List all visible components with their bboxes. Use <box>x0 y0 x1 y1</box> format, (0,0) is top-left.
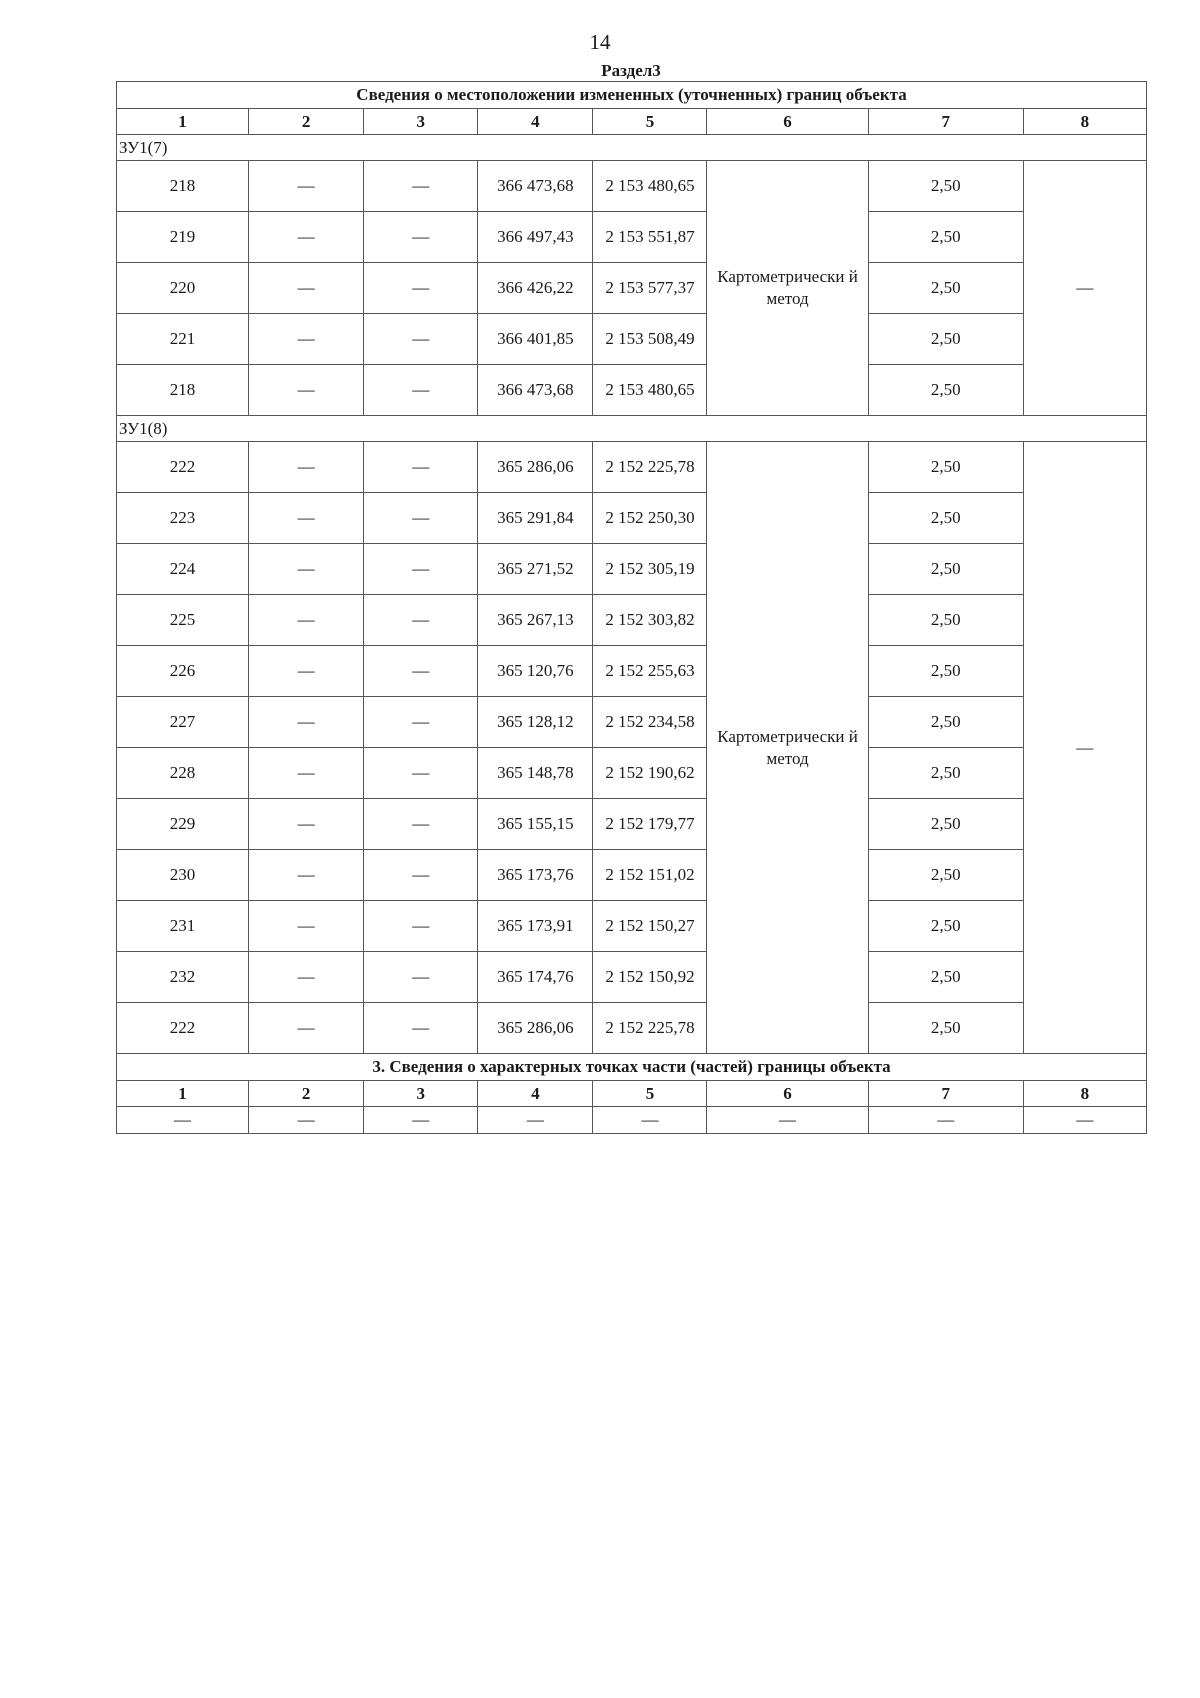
coord-y: 2 153 480,65 <box>593 365 707 416</box>
cell-col2: — <box>249 442 364 493</box>
coord-x: 365 174,76 <box>478 952 593 1003</box>
cell-col3: — <box>364 365 478 416</box>
section-label: Раздел3 <box>601 61 661 80</box>
coord-y: 2 152 190,62 <box>593 748 707 799</box>
cell-col3: — <box>364 748 478 799</box>
coord-x: 365 173,91 <box>478 901 593 952</box>
cell-col3: — <box>364 799 478 850</box>
coord-x: 366 473,68 <box>478 161 593 212</box>
coord-y: 2 152 305,19 <box>593 544 707 595</box>
cell-col2: — <box>249 850 364 901</box>
method-cell: Картометрически й метод <box>707 161 868 416</box>
table-row <box>117 493 1147 544</box>
point-number: 231 <box>117 901 249 952</box>
accuracy: 2,50 <box>868 263 1023 314</box>
parts-cell: — <box>249 1107 364 1134</box>
accuracy: 2,50 <box>868 544 1023 595</box>
accuracy: 2,50 <box>868 850 1023 901</box>
table-row <box>117 901 1147 952</box>
accuracy: 2,50 <box>868 314 1023 365</box>
cell-col2: — <box>249 161 364 212</box>
boundary-table <box>116 81 1147 1134</box>
parts-cell: — <box>868 1107 1023 1134</box>
coord-x: 365 148,78 <box>478 748 593 799</box>
column-header: 6 <box>707 109 868 135</box>
coord-y: 2 153 577,37 <box>593 263 707 314</box>
column-header: 6 <box>707 1081 868 1107</box>
cell-col3: — <box>364 544 478 595</box>
point-number: 218 <box>117 365 249 416</box>
coord-x: 365 271,52 <box>478 544 593 595</box>
parts-cell: — <box>593 1107 707 1134</box>
point-number: 220 <box>117 263 249 314</box>
column-header: 4 <box>478 109 593 135</box>
accuracy: 2,50 <box>868 212 1023 263</box>
cell-col3: — <box>364 595 478 646</box>
coord-y: 2 153 508,49 <box>593 314 707 365</box>
table-row <box>117 799 1147 850</box>
point-number: 228 <box>117 748 249 799</box>
table-row <box>117 212 1147 263</box>
table-row <box>117 595 1147 646</box>
group-name: ЗУ1(7) <box>117 135 1147 161</box>
coord-y: 2 153 551,87 <box>593 212 707 263</box>
cell-col2: — <box>249 1003 364 1054</box>
accuracy: 2,50 <box>868 493 1023 544</box>
table-row <box>117 314 1147 365</box>
point-number: 232 <box>117 952 249 1003</box>
cell-col2: — <box>249 493 364 544</box>
coord-x: 365 291,84 <box>478 493 593 544</box>
cell-col2: — <box>249 901 364 952</box>
coord-x: 366 401,85 <box>478 314 593 365</box>
accuracy: 2,50 <box>868 646 1023 697</box>
group-name: ЗУ1(8) <box>117 416 1147 442</box>
group-header-row <box>117 416 1147 442</box>
cell-col2: — <box>249 646 364 697</box>
column-header: 3 <box>364 1081 478 1107</box>
column-header: 5 <box>593 1081 707 1107</box>
column-header: 1 <box>117 1081 249 1107</box>
cell-col3: — <box>364 493 478 544</box>
cell-col3: — <box>364 1003 478 1054</box>
table-row <box>117 748 1147 799</box>
coord-x: 366 426,22 <box>478 263 593 314</box>
cell-col2: — <box>249 263 364 314</box>
table-row <box>117 850 1147 901</box>
cell-col2: — <box>249 544 364 595</box>
accuracy: 2,50 <box>868 1003 1023 1054</box>
coord-x: 365 173,76 <box>478 850 593 901</box>
point-number: 223 <box>117 493 249 544</box>
coord-x: 365 286,06 <box>478 1003 593 1054</box>
accuracy: 2,50 <box>868 952 1023 1003</box>
coord-y: 2 152 303,82 <box>593 595 707 646</box>
accuracy: 2,50 <box>868 901 1023 952</box>
column-header: 2 <box>249 1081 364 1107</box>
table-row <box>117 161 1147 212</box>
point-number: 219 <box>117 212 249 263</box>
cell-col8: — <box>1023 442 1146 1054</box>
column-header: 2 <box>249 109 364 135</box>
coord-y: 2 152 150,92 <box>593 952 707 1003</box>
coord-x: 366 497,43 <box>478 212 593 263</box>
cell-col8: — <box>1023 161 1146 416</box>
cell-col2: — <box>249 595 364 646</box>
point-number: 230 <box>117 850 249 901</box>
column-header: 1 <box>117 109 249 135</box>
accuracy: 2,50 <box>868 365 1023 416</box>
table-row <box>117 263 1147 314</box>
cell-col3: — <box>364 314 478 365</box>
column-header: 5 <box>593 109 707 135</box>
parts-row <box>117 1107 1147 1134</box>
coord-y: 2 152 151,02 <box>593 850 707 901</box>
point-number: 218 <box>117 161 249 212</box>
cell-col3: — <box>364 442 478 493</box>
coord-x: 365 120,76 <box>478 646 593 697</box>
method-cell: Картометрически й метод <box>707 442 868 1054</box>
cell-col3: — <box>364 901 478 952</box>
table-row <box>117 697 1147 748</box>
page-number: 14 <box>589 30 611 54</box>
parts-header-row <box>117 1081 1147 1107</box>
coord-x: 365 128,12 <box>478 697 593 748</box>
column-header: 4 <box>478 1081 593 1107</box>
column-header: 8 <box>1023 1081 1146 1107</box>
table-row <box>117 365 1147 416</box>
coord-x: 365 155,15 <box>478 799 593 850</box>
parts-cell: — <box>1023 1107 1146 1134</box>
point-number: 229 <box>117 799 249 850</box>
point-number: 224 <box>117 544 249 595</box>
cell-col2: — <box>249 212 364 263</box>
table-row <box>117 646 1147 697</box>
cell-col3: — <box>364 952 478 1003</box>
accuracy: 2,50 <box>868 161 1023 212</box>
table-title: Сведения о местоположении измененных (уточненных) границ объекта <box>117 82 1147 109</box>
cell-col2: — <box>249 952 364 1003</box>
column-header: 7 <box>868 109 1023 135</box>
table-title-row <box>117 82 1147 109</box>
cell-col3: — <box>364 646 478 697</box>
cell-col2: — <box>249 748 364 799</box>
column-header: 7 <box>868 1081 1023 1107</box>
accuracy: 2,50 <box>868 595 1023 646</box>
coord-y: 2 152 255,63 <box>593 646 707 697</box>
point-number: 227 <box>117 697 249 748</box>
table-row <box>117 1003 1147 1054</box>
point-number: 222 <box>117 1003 249 1054</box>
column-header: 8 <box>1023 109 1146 135</box>
parts-cell: — <box>117 1107 249 1134</box>
cell-col2: — <box>249 799 364 850</box>
cell-col3: — <box>364 263 478 314</box>
group-header-row <box>117 135 1147 161</box>
coord-x: 365 286,06 <box>478 442 593 493</box>
parts-cell: — <box>364 1107 478 1134</box>
cell-col2: — <box>249 365 364 416</box>
table-row <box>117 544 1147 595</box>
coord-y: 2 152 225,78 <box>593 442 707 493</box>
cell-col2: — <box>249 697 364 748</box>
parts-title-row <box>117 1054 1147 1081</box>
coord-y: 2 152 179,77 <box>593 799 707 850</box>
column-header: 3 <box>364 109 478 135</box>
cell-col3: — <box>364 697 478 748</box>
parts-title: 3. Сведения о характерных точках части (частей) границы объекта <box>117 1054 1147 1081</box>
table-row <box>117 442 1147 493</box>
point-number: 221 <box>117 314 249 365</box>
point-number: 226 <box>117 646 249 697</box>
coord-x: 366 473,68 <box>478 365 593 416</box>
accuracy: 2,50 <box>868 748 1023 799</box>
accuracy: 2,50 <box>868 799 1023 850</box>
accuracy: 2,50 <box>868 697 1023 748</box>
coord-y: 2 152 225,78 <box>593 1003 707 1054</box>
cell-col3: — <box>364 161 478 212</box>
parts-cell: — <box>478 1107 593 1134</box>
accuracy: 2,50 <box>868 442 1023 493</box>
point-number: 225 <box>117 595 249 646</box>
coord-y: 2 152 250,30 <box>593 493 707 544</box>
cell-col3: — <box>364 850 478 901</box>
column-header-row <box>117 109 1147 135</box>
coord-y: 2 152 234,58 <box>593 697 707 748</box>
table-row <box>117 952 1147 1003</box>
coord-x: 365 267,13 <box>478 595 593 646</box>
cell-col2: — <box>249 314 364 365</box>
parts-cell: — <box>707 1107 868 1134</box>
coord-y: 2 152 150,27 <box>593 901 707 952</box>
coord-y: 2 153 480,65 <box>593 161 707 212</box>
cell-col3: — <box>364 212 478 263</box>
point-number: 222 <box>117 442 249 493</box>
